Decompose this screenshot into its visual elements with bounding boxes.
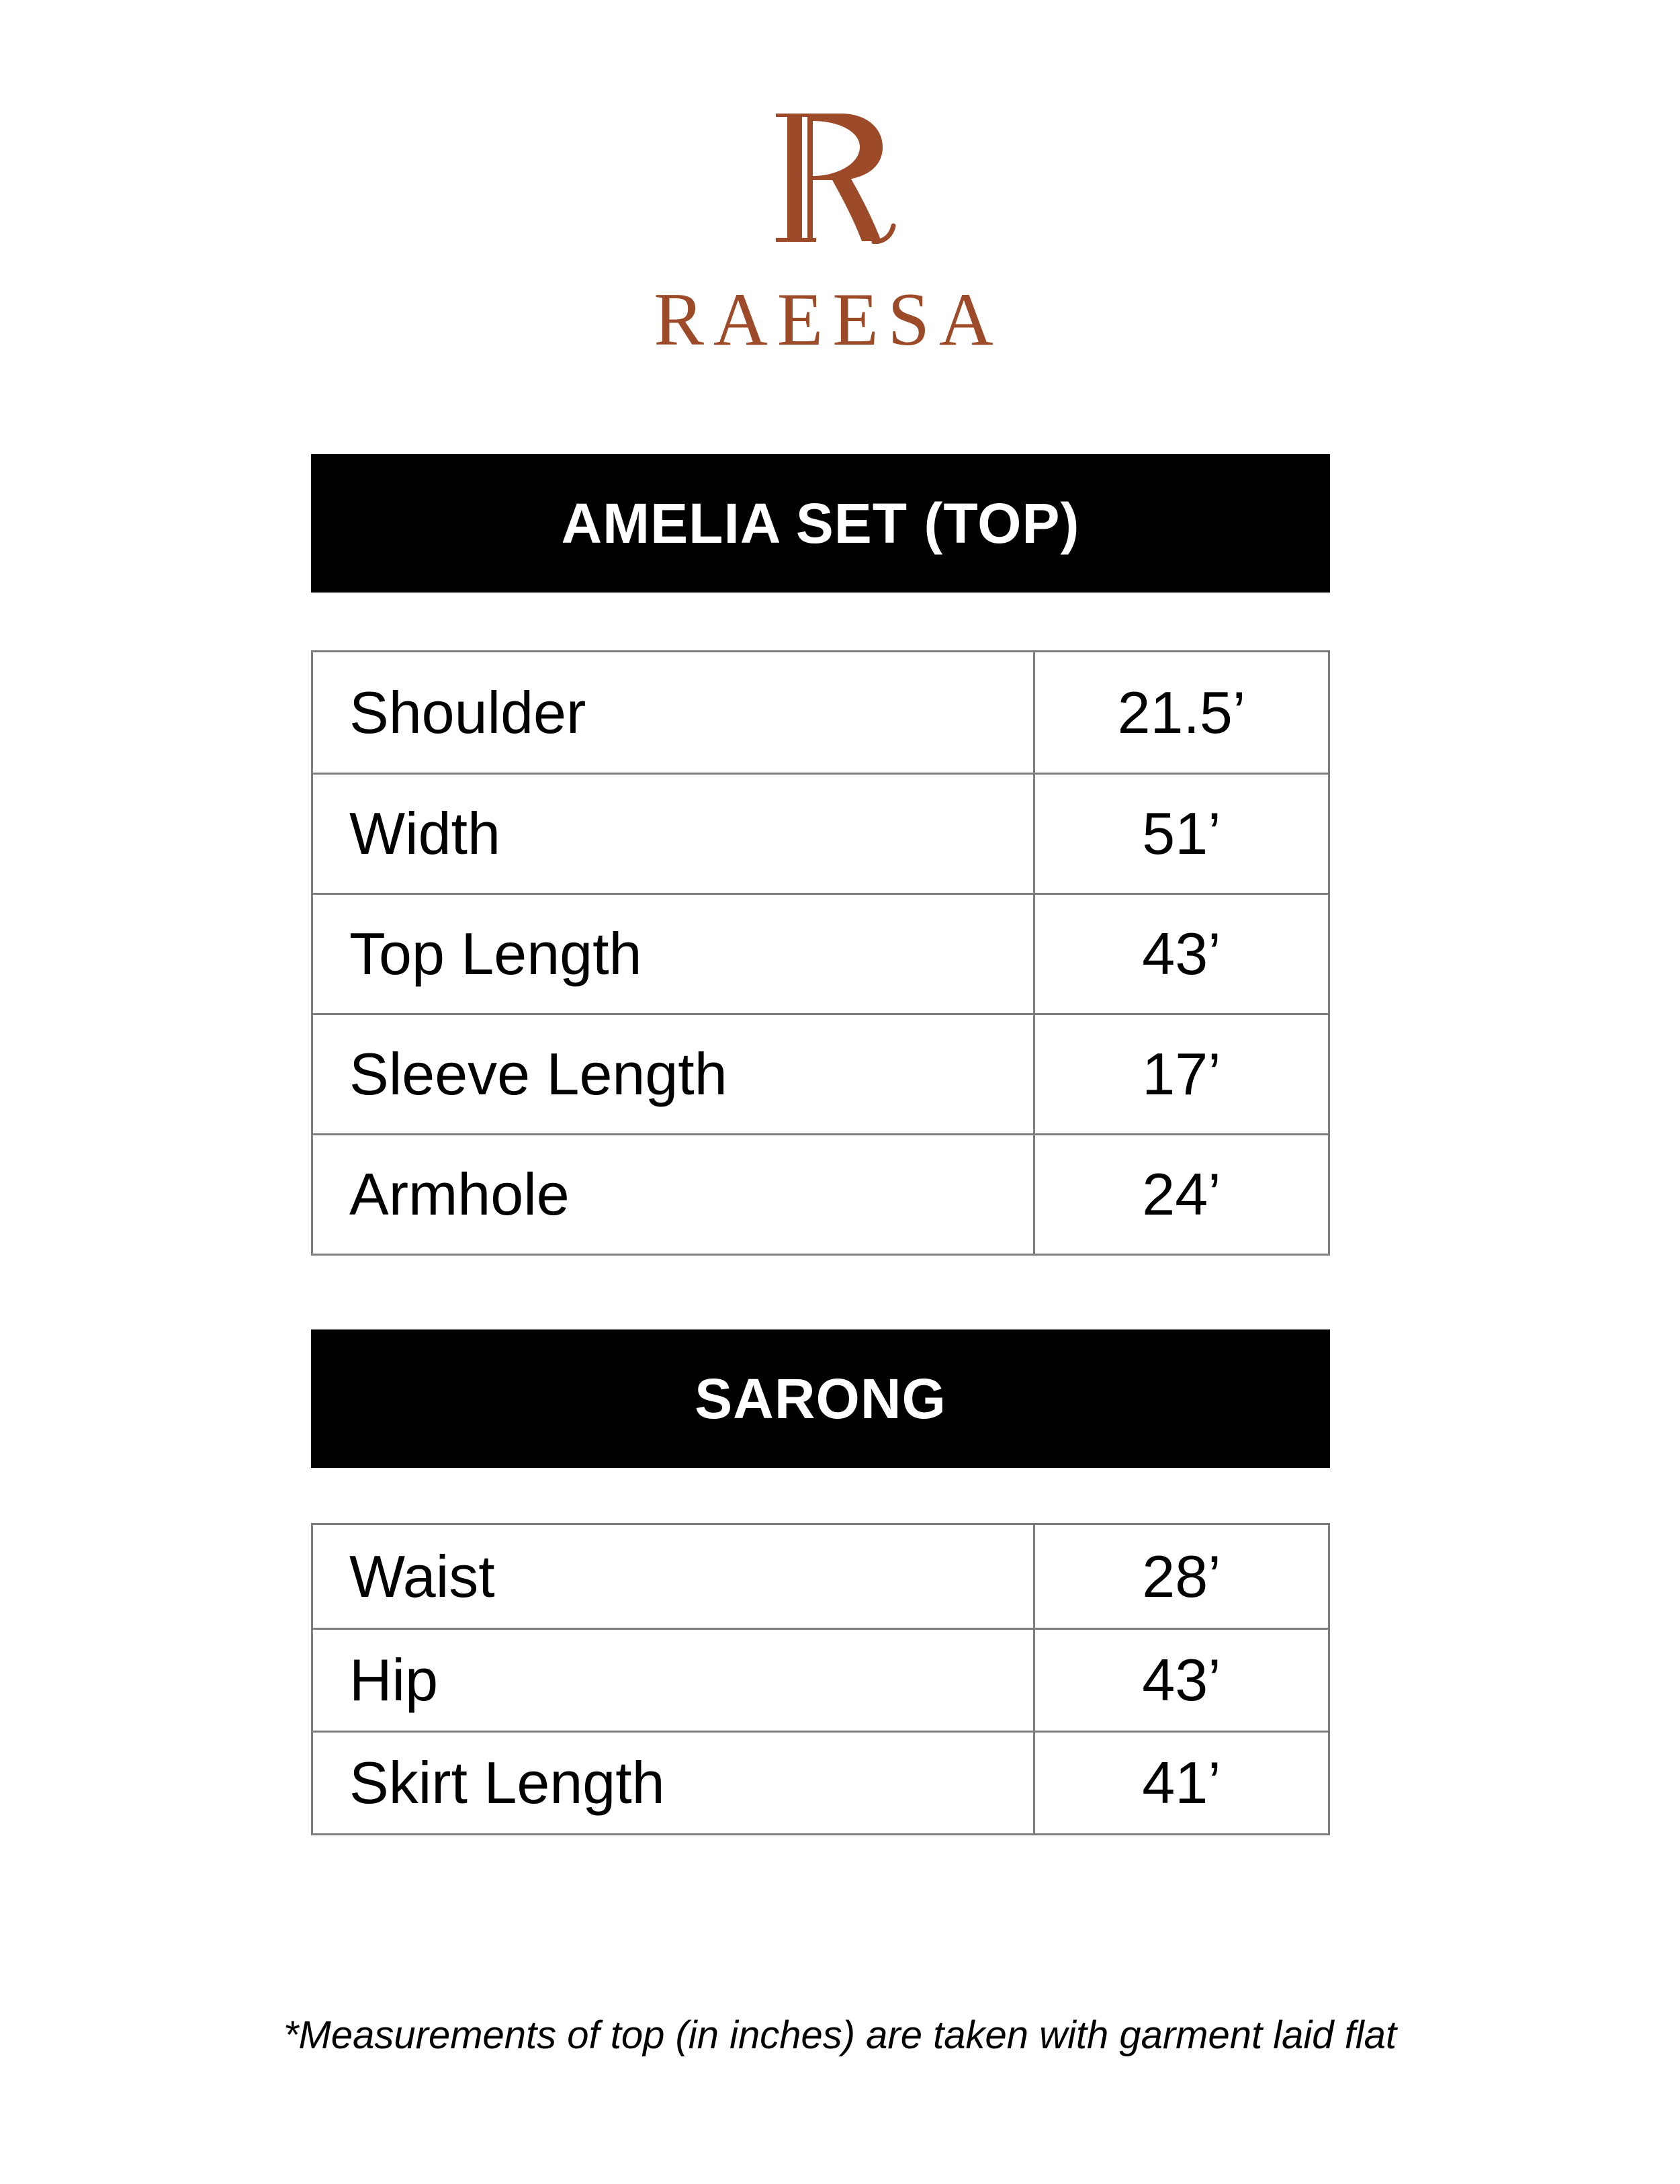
section-header-amelia (311, 454, 1330, 593)
brand-logo-r-icon (776, 114, 899, 244)
size-table-sarong (311, 1523, 1330, 1835)
measurement-value: 41’ (1142, 1749, 1221, 1816)
measurement-label: Top Length (313, 895, 1035, 1013)
measurement-value: 17’ (1142, 1041, 1221, 1107)
measurement-label: Hip (313, 1630, 1035, 1731)
measurement-value: 24’ (1142, 1161, 1221, 1227)
measurement-label: Shoulder (313, 652, 1035, 773)
measurement-footnote: *Measurements of top (in inches) are taken with garment laid flat (283, 2013, 1397, 2057)
measurement-label: Width (313, 775, 1035, 893)
measurement-label: Skirt Length (313, 1733, 1035, 1833)
measurement-value: 28’ (1142, 1542, 1221, 1610)
measurement-label: Armhole (313, 1135, 1035, 1254)
table-row (313, 773, 1328, 893)
table-row (313, 1133, 1328, 1254)
brand-logo (776, 114, 899, 244)
measurement-value: 21.5’ (1117, 679, 1246, 746)
table-row (313, 1013, 1328, 1133)
measurement-label: Sleeve Length (313, 1015, 1035, 1133)
size-table-amelia (311, 650, 1330, 1256)
table-row (313, 1525, 1328, 1628)
measurement-value: 43’ (1142, 920, 1221, 987)
measurement-value: 43’ (1142, 1647, 1221, 1713)
measurement-label: Waist (313, 1525, 1035, 1628)
table-row (313, 652, 1328, 773)
brand-wordmark: RAEESA (654, 278, 1003, 361)
table-row (313, 1628, 1328, 1731)
measurement-value: 51’ (1142, 800, 1221, 867)
section-header-sarong-label: SARONG (695, 1366, 946, 1430)
table-row (313, 1731, 1328, 1833)
table-row (313, 893, 1328, 1013)
section-header-sarong (311, 1329, 1330, 1468)
section-header-amelia-label: AMELIA SET (TOP) (561, 491, 1080, 555)
